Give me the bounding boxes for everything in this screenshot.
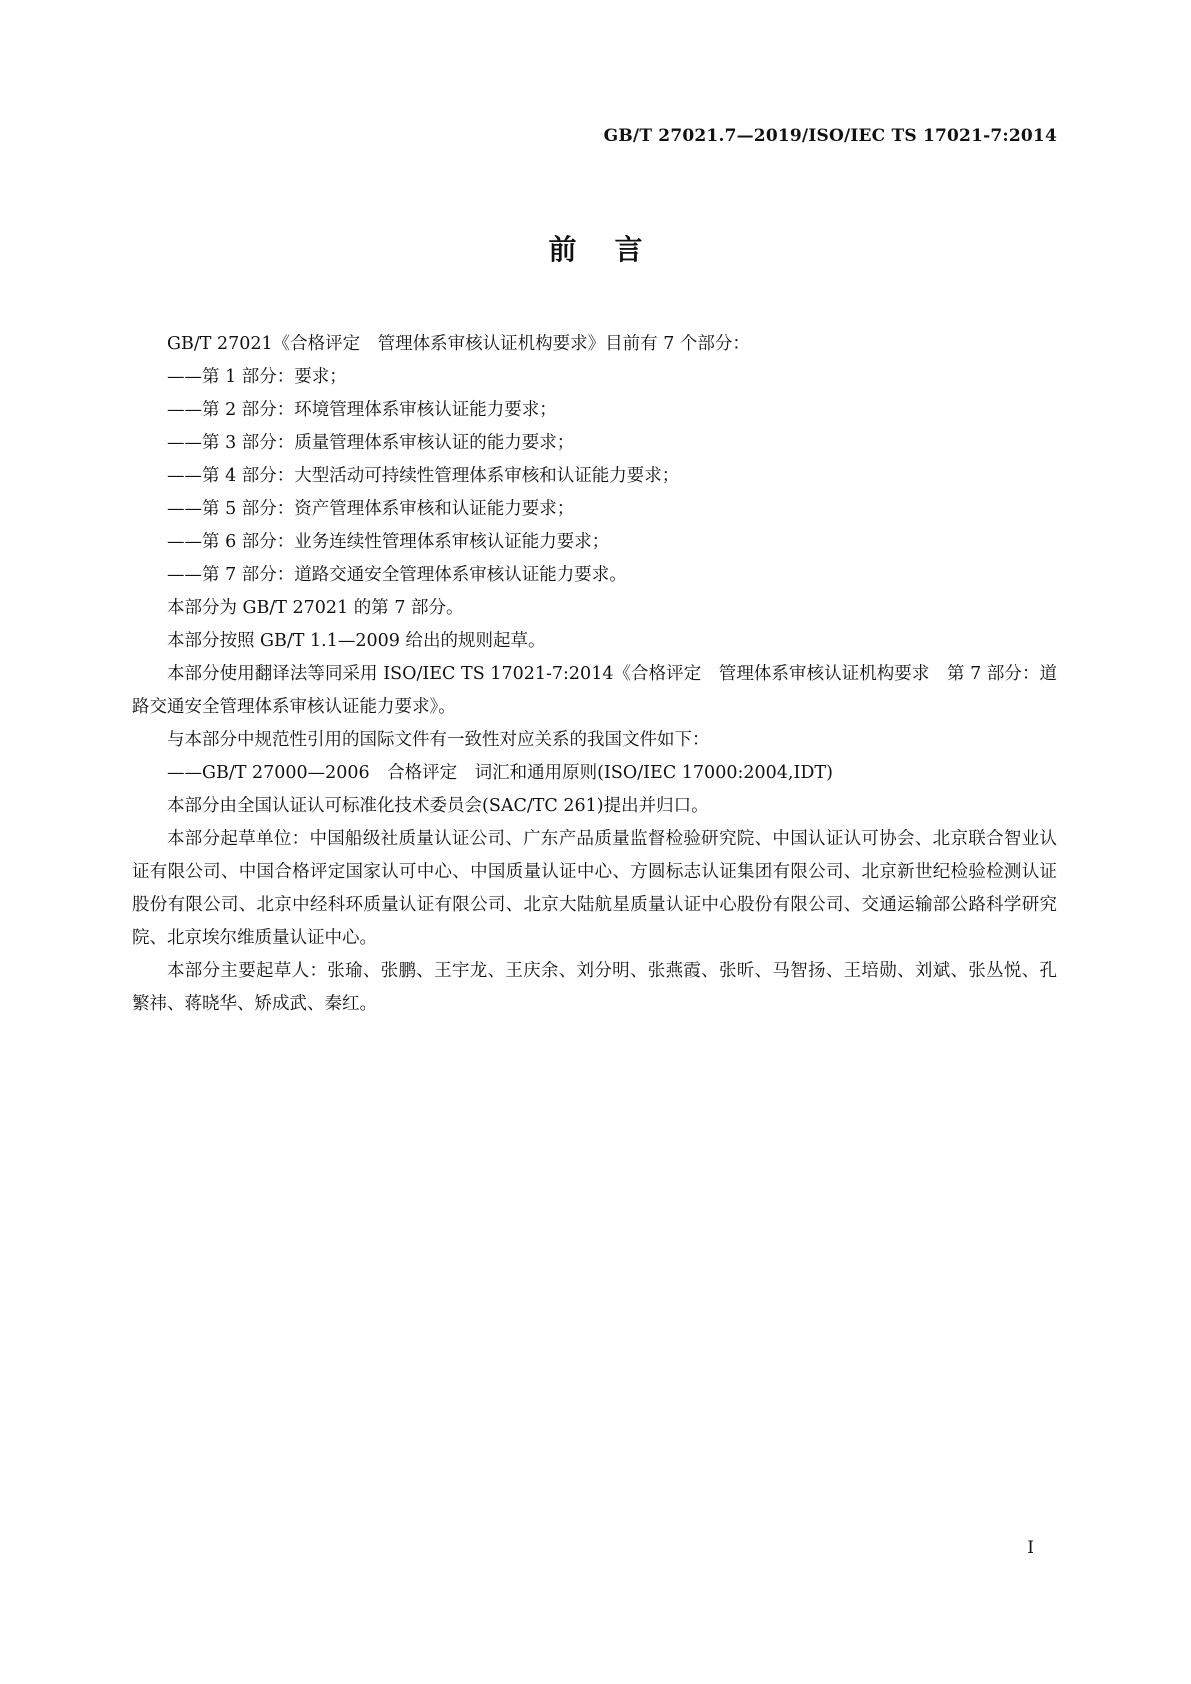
paragraph-adoption: 本部分使用翻译法等同采用 ISO/IEC TS 17021-7:2014《合格评定 管理体系审核认证机构要求 第 7 部分：道路交通安全管理体系审核认证能力要求》。	[132, 664, 1057, 717]
list-item-part-2: ——第 2 部分：环境管理体系审核认证能力要求；	[167, 400, 557, 420]
paragraph-part-scope: 本部分为 GB/T 27021 的第 7 部分。	[167, 598, 464, 618]
list-item-part-5: ——第 5 部分：资产管理体系审核和认证能力要求；	[167, 499, 575, 519]
list-item-part-3: ——第 3 部分：质量管理体系审核认证的能力要求；	[167, 433, 575, 453]
standard-number: GB/T 27021.7—2019/ISO/IEC TS 17021-7:2014	[603, 126, 1057, 146]
foreword-body	[132, 328, 1057, 1021]
paragraph-drafting-rules: 本部分按照 GB/T 1.1—2009 给出的规则起草。	[167, 631, 546, 651]
list-item-part-6: ——第 6 部分：业务连续性管理体系审核认证能力要求；	[167, 532, 610, 552]
paragraph-proposer: 本部分由全国认证认可标准化技术委员会(SAC/TC 261)提出并归口。	[167, 796, 709, 816]
paragraph-intro: GB/T 27021《合格评定 管理体系审核认证机构要求》目前有 7 个部分：	[167, 334, 750, 354]
page-number: I	[1027, 1538, 1034, 1558]
page-title: 前言	[548, 233, 681, 266]
paragraph-correspondence: 与本部分中规范性引用的国际文件有一致性对应关系的我国文件如下：	[167, 730, 710, 750]
list-item-part-7: ——第 7 部分：道路交通安全管理体系审核认证能力要求。	[167, 565, 627, 585]
list-item-reference: ——GB/T 27000—2006 合格评定 词汇和通用原则(ISO/IEC 17000:2004,IDT)	[167, 763, 833, 783]
list-item-part-1: ——第 1 部分：要求；	[167, 367, 347, 387]
paragraph-drafting-units: 本部分起草单位：中国船级社质量认证公司、广东产品质量监督检验研究院、中国认证认可协会、北京联合智业认证有限公司、中国合格评定国家认可中心、中国质量认证中心、方圆标志认证集团有限公司、北京新世纪检验检测认证股份有限公司、北京中经科环质量认证有限公司、北京大陆航星质量认证中心股份有限公司、交通运输部公路科学研究院、北京埃尔维质量认证中心。	[132, 829, 1057, 948]
list-item-part-4: ——第 4 部分：大型活动可持续性管理体系审核和认证能力要求；	[167, 466, 680, 486]
paragraph-drafters: 本部分主要起草人：张瑜、张鹏、王宇龙、王庆余、刘分明、张燕霞、张昕、马智扬、王培勋、刘斌、张丛悦、孔繁祎、蒋晓华、矫成武、秦红。	[132, 961, 1057, 1014]
